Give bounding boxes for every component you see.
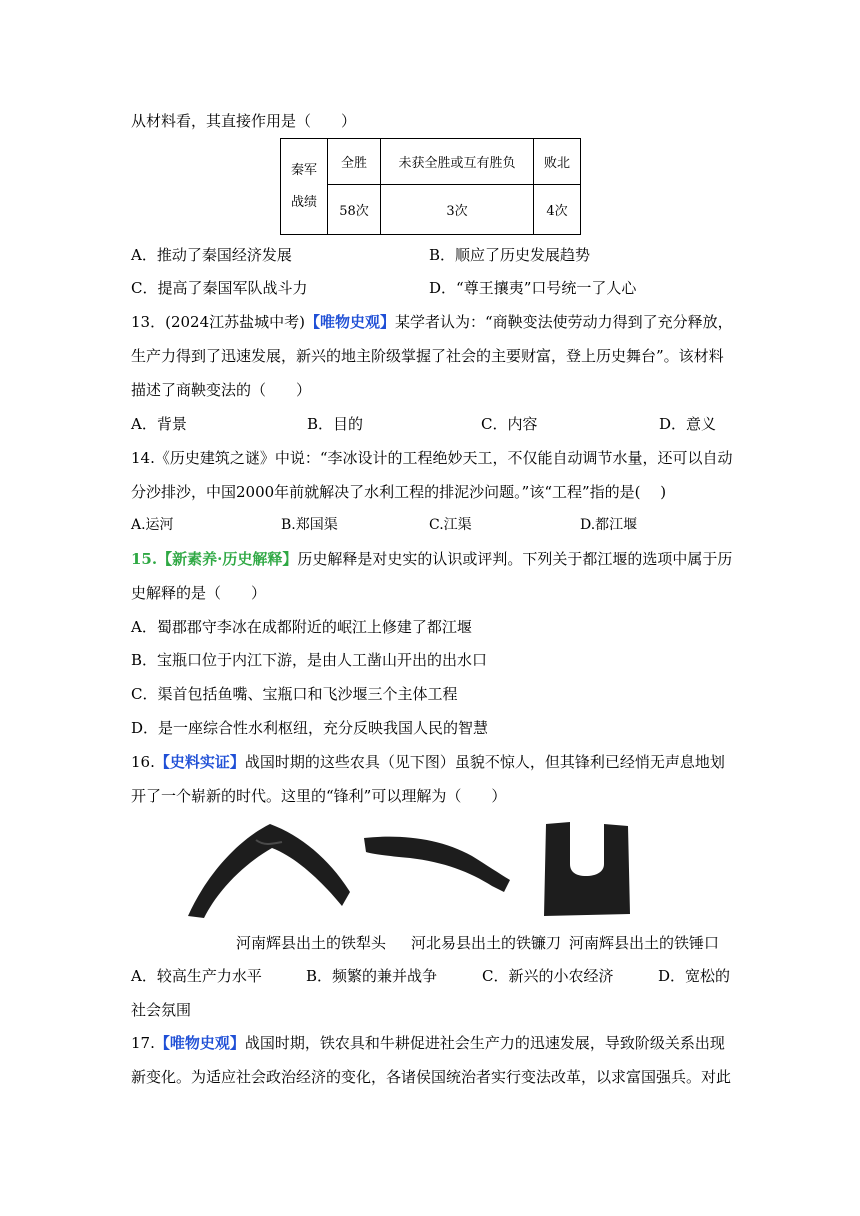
option-c: C．内容: [481, 415, 538, 433]
option-b: B．顺应了历史发展趋势: [429, 246, 591, 264]
row-header: [281, 139, 328, 235]
option-a: A．较高生产力水平: [131, 967, 262, 985]
iron-plowshare-image: [186, 820, 354, 920]
question-17-line1: [131, 1033, 725, 1053]
question-13-line3: 描述了商鞅变法的（ ）: [131, 381, 312, 399]
option-d: D．是一座综合性水利枢纽，充分反映我国人民的智慧: [131, 719, 489, 737]
question-13-line2: 生产力得到了迅速发展，新兴的地主阶级掌握了社会的主要财富，登上历史舞台”。该材料: [131, 347, 724, 365]
question-tag: 15.【新素养·历史解释】: [131, 550, 298, 568]
option-c: C．提高了秦国军队战斗力: [131, 279, 308, 297]
row-header-line2: 战绩: [290, 194, 317, 210]
option-b: B．目的: [307, 415, 364, 433]
option-a: A．背景: [131, 415, 187, 433]
qin-army-record-table: [280, 138, 581, 235]
value-cell: 4次: [534, 185, 581, 235]
question-13-line1: [131, 312, 733, 332]
question-text: 战国时期的这些农具（见下图）虽貌不惊人，但其锋利已经悄无声息地划: [244, 753, 725, 771]
question-15-line2: 史解释的是（ ）: [131, 584, 267, 602]
option-b: B．宝瓶口位于内江下游，是由人工凿山开出的出水口: [131, 651, 488, 669]
header-cell: 未获全胜或互有胜负: [381, 139, 534, 185]
question-17-line2: 新变化。为适应社会政治经济的变化，各诸侯国统治者实行变法改革，以求富国强兵。对此: [131, 1068, 732, 1086]
option-d-continued: 社会氛围: [131, 1001, 192, 1019]
question-number: 13．(2024江苏盐城中考): [131, 313, 305, 331]
question-text: 历史解释是对史实的认识或评判。下列关于都江堰的选项中属于历: [297, 550, 733, 568]
option-d: D．意义: [659, 415, 717, 433]
image-caption-sickle: 河北易县出土的铁镰刀: [411, 934, 562, 952]
iron-sickle-image: [360, 832, 514, 894]
question-text: 某学者认为：“商鞅变法使劳动力得到了充分释放，: [394, 313, 733, 331]
question-text: 战国时期，铁农具和牛耕促进社会生产力的迅速发展，导致阶级关系出现: [244, 1034, 725, 1052]
question-tag: 【唯物史观】: [304, 313, 395, 331]
option-b: B.郑国渠: [281, 517, 338, 533]
option-a: A．蜀郡郡守李冰在成都附近的岷江上修建了都江堰: [131, 618, 472, 636]
question-15-line1: [131, 549, 732, 569]
question-stem: 从材料看，其直接作用是（ ）: [131, 112, 357, 130]
option-d: D.都江堰: [580, 517, 638, 533]
question-14-line1: 14.《历史建筑之谜》中说：“李冰设计的工程绝妙天工，不仅能自动调节水量，还可以自动: [131, 449, 733, 467]
row-header-line1: 秦军: [290, 162, 317, 178]
value-cell: 58次: [328, 185, 381, 235]
option-b: B．频繁的兼并战争: [306, 967, 438, 985]
option-d: D．宽松的: [658, 967, 731, 985]
option-c: C．新兴的小农经济: [482, 967, 614, 985]
header-cell: 全胜: [328, 139, 381, 185]
question-16-line1: [131, 752, 725, 772]
question-14-line2: 分沙排沙，中国2000年前就解决了水利工程的排泥沙问题。”该“工程”指的是( ): [131, 483, 667, 501]
option-a: A．推动了秦国经济发展: [131, 246, 292, 264]
iron-hoe-head-image: [540, 820, 634, 920]
image-caption-plowshare: 河南辉县出土的铁犁头: [236, 934, 387, 952]
question-tag: 【唯物史观】: [154, 1034, 245, 1052]
image-caption-hoe: 河南辉县出土的铁锤口: [569, 934, 720, 952]
option-d: D．“尊王攘夷”口号统一了人心: [429, 279, 637, 297]
question-16-line2: 开了一个崭新的时代。这里的“锋利”可以理解为（ ）: [131, 787, 507, 805]
option-c: C.江渠: [429, 517, 472, 533]
question-tag: 【史料实证】: [154, 753, 245, 771]
option-a: A.运河: [131, 517, 174, 533]
question-number: 17.: [131, 1034, 155, 1052]
value-cell: 3次: [381, 185, 534, 235]
question-number: 16.: [131, 753, 155, 771]
header-cell: 败北: [534, 139, 581, 185]
option-c: C．渠首包括鱼嘴、宝瓶口和飞沙堰三个主体工程: [131, 685, 458, 703]
